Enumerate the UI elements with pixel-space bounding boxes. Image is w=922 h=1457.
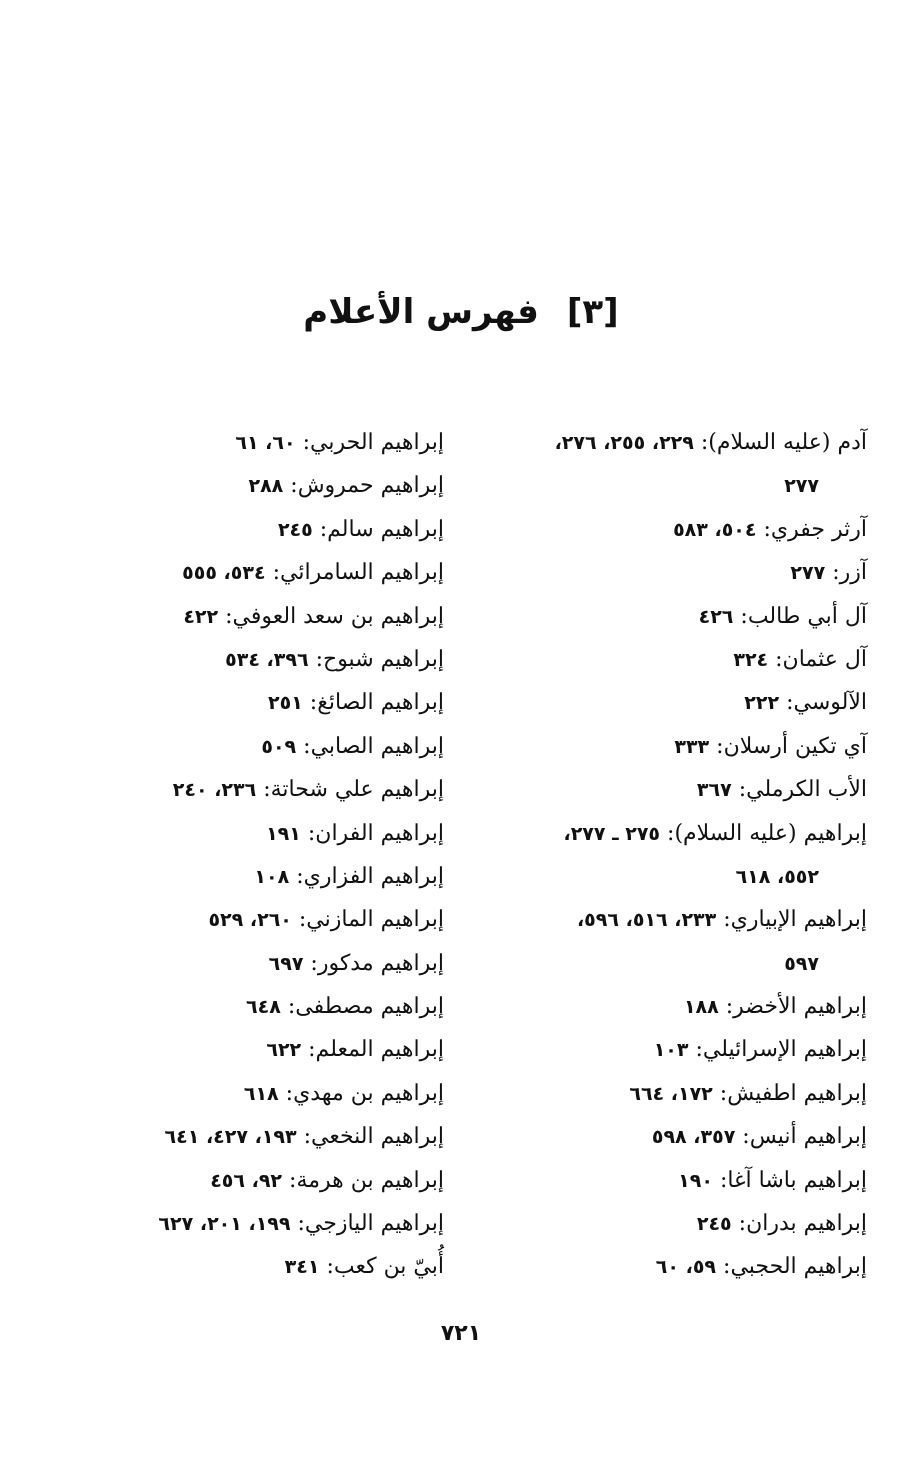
- index-entry-continuation: [487, 942, 867, 985]
- index-entry: [74, 595, 444, 638]
- index-entry: [74, 638, 444, 681]
- index-column-right: [487, 421, 867, 1289]
- entry-name: آل أبي طالب:: [740, 603, 867, 629]
- entry-name: إبراهيم الإسرائيلي:: [695, 1037, 867, 1063]
- entry-pages: ٢٧٧: [784, 475, 819, 498]
- entry-pages: ٢٧٧: [790, 562, 826, 585]
- entry-name: إبراهيم الأخضر:: [725, 994, 867, 1020]
- entry-name: إبراهيم مصطفى:: [287, 994, 444, 1020]
- index-entry: [74, 985, 444, 1028]
- entry-pages: ٦٢٢: [266, 1039, 302, 1062]
- index-entry: [74, 1115, 444, 1158]
- entry-name: إبراهيم الحربي:: [302, 430, 444, 455]
- index-entry: [74, 812, 444, 855]
- entry-name: إبراهيم الفران:: [307, 820, 444, 846]
- entry-name: إبراهيم الصابي:: [303, 733, 444, 759]
- entry-pages: ٣٥٧، ٥٩٨: [651, 1126, 736, 1149]
- entry-name: إبراهيم المازني:: [298, 907, 444, 933]
- entry-pages: ٣٤١: [284, 1256, 320, 1279]
- index-entry: [74, 421, 444, 464]
- entry-name: إبراهيم علي شحاتة:: [263, 777, 444, 803]
- entry-pages: ١٩٠: [678, 1169, 713, 1192]
- entry-name: أُبيّ بن كعب:: [326, 1254, 444, 1280]
- entry-name: آدم (عليه السلام):: [700, 430, 867, 455]
- index-entry: [74, 1202, 444, 1245]
- index-entry: [487, 1072, 867, 1115]
- index-entry: [487, 768, 867, 811]
- entry-pages: ٢٣٣، ٥١٦، ٥٩٦،: [576, 909, 717, 932]
- entry-pages: ٢٤٥: [696, 1213, 732, 1236]
- index-entry-continuation: [487, 855, 867, 898]
- entry-name: إبراهيم حمروش:: [290, 473, 444, 499]
- entry-pages: ٦٠، ٦١: [235, 432, 296, 454]
- entry-pages: ٦١٨: [243, 1082, 279, 1105]
- entry-name: إبراهيم اطفيش:: [719, 1080, 867, 1106]
- index-entry: [487, 508, 867, 551]
- entry-pages: ٥٣٤، ٥٥٥: [182, 562, 266, 585]
- entry-pages: ٣٩٦، ٥٣٤: [225, 648, 309, 671]
- entry-pages: ٦٩٧: [268, 952, 304, 975]
- entry-name: إبراهيم الصائغ:: [309, 690, 444, 716]
- entry-name: إبراهيم شبوح:: [315, 646, 444, 672]
- entry-pages: ١٧٢، ٦٦٤: [629, 1082, 713, 1105]
- entry-pages: ٤٢٢: [183, 605, 219, 628]
- index-entry: [74, 1245, 444, 1288]
- entry-name: آرثر جفري:: [763, 516, 867, 542]
- index-entry: [487, 1202, 867, 1245]
- index-entry: [74, 725, 444, 768]
- index-entry: [487, 898, 867, 941]
- entry-pages: ٢٣٦، ٢٤٠: [172, 779, 257, 802]
- entry-name: آي تكين أرسلان:: [716, 733, 867, 759]
- entry-name: إبراهيم بن هرمة:: [289, 1167, 444, 1193]
- entry-name: آل عثمان:: [775, 646, 867, 672]
- index-entry: [74, 1159, 444, 1202]
- index-entry: [487, 1028, 867, 1071]
- entry-pages: ٥٩، ٦٠: [655, 1256, 717, 1279]
- entry-name: إبراهيم بن مهدي:: [285, 1080, 444, 1106]
- index-entry: [74, 942, 444, 985]
- entry-pages: ٣٦٧: [696, 779, 732, 802]
- entry-name: إبراهيم الفزاري:: [296, 863, 444, 889]
- index-entry: [74, 508, 444, 551]
- entry-name: إبراهيم الحجبي:: [723, 1254, 867, 1280]
- entry-pages: ٥٠٩: [261, 735, 297, 758]
- entry-name: الأب الكرملي:: [738, 777, 867, 803]
- entry-name: إبراهيم أنيس:: [742, 1124, 867, 1150]
- index-entry: [487, 421, 867, 464]
- index-entry: [74, 1072, 444, 1115]
- page-title: [0, 287, 922, 337]
- entry-pages: ٢٤٥: [277, 518, 313, 541]
- entry-pages: ١٠٨: [254, 865, 290, 888]
- entry-name: إبراهيم باشا آغا:: [719, 1167, 867, 1193]
- entry-name: إبراهيم السامرائي:: [272, 560, 444, 586]
- entry-name: إبراهيم بن سعد العوفي:: [225, 603, 444, 629]
- index-entry: [487, 725, 867, 768]
- entry-pages: ١٩٩، ٢٠١، ٦٢٧: [158, 1213, 291, 1236]
- index-entry: [487, 812, 867, 855]
- index-entry: [487, 595, 867, 638]
- index-entry: [74, 768, 444, 811]
- entry-name: إبراهيم مدكور:: [310, 950, 444, 976]
- index-entry: [74, 855, 444, 898]
- entry-pages: ٤٢٦: [698, 605, 734, 628]
- entry-name: آزر:: [832, 560, 867, 586]
- entry-name: إبراهيم النخعي:: [303, 1124, 444, 1150]
- index-entry: [74, 1028, 444, 1071]
- entry-name: الآلوسي:: [786, 690, 867, 716]
- index-entry: [74, 681, 444, 724]
- entry-pages: ٣٣٣: [674, 735, 710, 758]
- entry-pages: ٢٧٥ ـ ٢٧٧،: [563, 822, 661, 845]
- entry-pages: ٩٢، ٤٥٦: [210, 1169, 283, 1192]
- entry-pages: ١٩١: [266, 822, 301, 845]
- entry-name: إبراهيم اليازجي:: [297, 1211, 444, 1237]
- entry-name: إبراهيم بدران:: [738, 1211, 867, 1237]
- entry-pages: ٣٢٤: [733, 648, 769, 671]
- entry-pages: ٢٢٢: [744, 692, 780, 715]
- index-entry: [487, 1245, 867, 1288]
- section-number: [٣]: [566, 292, 619, 332]
- entry-pages: ٢٥١: [268, 692, 303, 715]
- index-entry: [487, 638, 867, 681]
- page-number: ٧٢١: [440, 1321, 482, 1346]
- entry-name: إبراهيم سالم:: [319, 516, 444, 542]
- entry-pages: ٥٩٧: [784, 952, 819, 975]
- entry-name: إبراهيم المعلم:: [308, 1037, 444, 1063]
- entry-pages: ٦٤٨: [246, 996, 281, 1019]
- index-entry: [487, 1115, 867, 1158]
- index-entry: [487, 551, 867, 594]
- entry-pages: ١٩٣، ٤٢٧، ٦٤١: [164, 1126, 297, 1149]
- index-entry: [74, 898, 444, 941]
- entry-name: إبراهيم (عليه السلام):: [667, 820, 867, 846]
- entry-pages: ٢٨٨: [248, 475, 284, 498]
- entry-pages: ١٠٣: [653, 1039, 689, 1062]
- index-entry: [487, 985, 867, 1028]
- entry-pages: ١٨٨: [683, 996, 719, 1019]
- index-entry: [487, 1159, 867, 1202]
- index-entry-continuation: [487, 464, 867, 507]
- entry-pages: ٥٥٢، ٦١٨: [735, 865, 819, 888]
- entry-pages: ٥٠٤، ٥٨٣: [673, 518, 757, 541]
- index-entry: [487, 681, 867, 724]
- section-title: فهرس الأعلام: [303, 292, 539, 332]
- index-column-left: [74, 421, 444, 1289]
- entry-pages: ٢٢٩، ٢٥٥، ٢٧٦،: [554, 432, 694, 454]
- index-entry: [74, 551, 444, 594]
- entry-pages: ٢٦٠، ٥٢٩: [208, 909, 292, 932]
- index-entry: [74, 464, 444, 507]
- entry-name: إبراهيم الإبياري:: [723, 907, 867, 933]
